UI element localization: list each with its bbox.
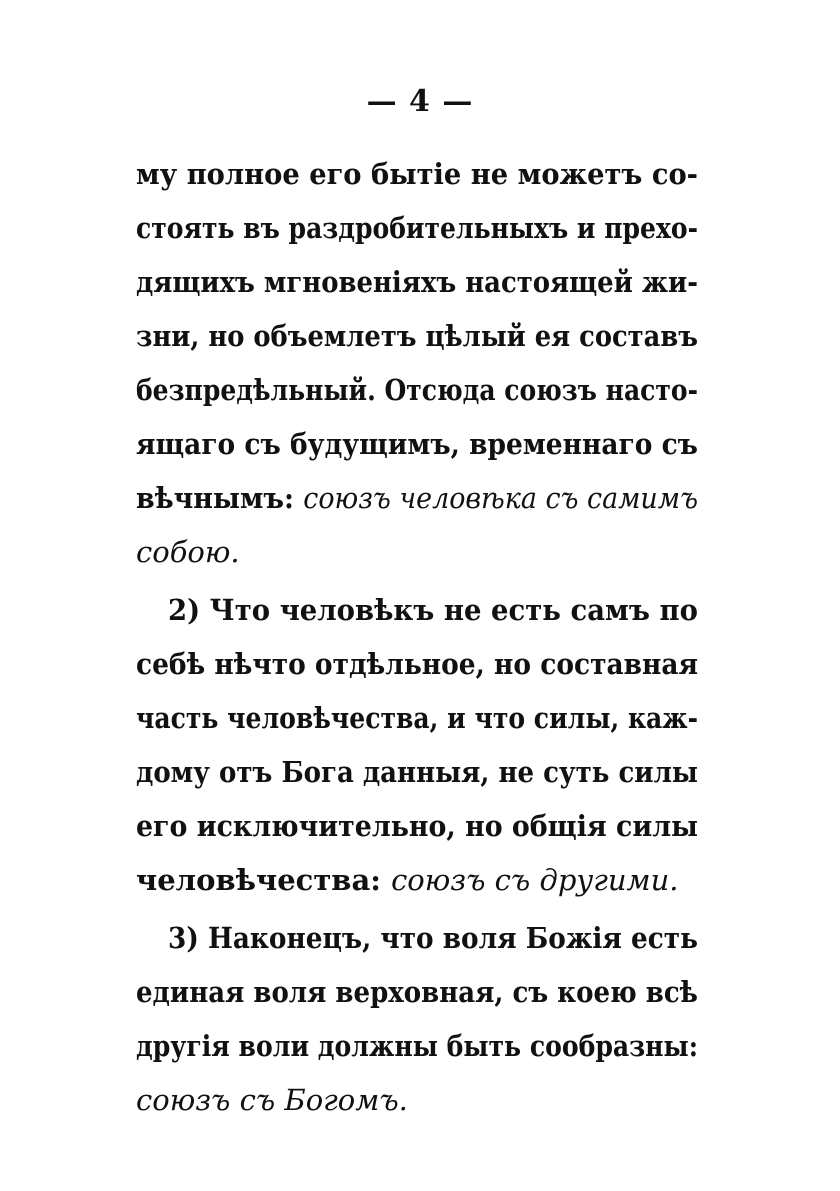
text-line: му полное его бытіе не можетъ со- [136, 157, 699, 191]
text-line: дящихъ мгновеніяхъ настоящей жи- [136, 265, 698, 299]
text-line: ящаго съ будущимъ, временнаго съ [136, 427, 698, 461]
text-line: часть человѣчества, и что силы, каж- [136, 701, 699, 735]
text-line: собою. [136, 535, 240, 569]
text-line: единая воля верховная, съ коею всѣ [136, 975, 698, 1009]
text-line: его исключительно, но общія силы [136, 809, 698, 843]
text-line: союзъ съ Богомъ. [136, 1083, 408, 1117]
text-line: дому отъ Бога данныя, не суть силы [136, 755, 698, 789]
text-line: 2) Что человѣкъ не есть самъ по [168, 593, 698, 627]
text-line: человѣчества: союзъ съ другими. [136, 863, 679, 897]
text-line: стоять въ раздробительныхъ и прехо- [136, 211, 699, 245]
text-line: вѣчнымъ: союзъ человѣка съ самимъ [136, 481, 699, 515]
page-number: — 4 — [366, 84, 474, 119]
text-line: 3) Наконецъ, что воля Божія есть [168, 921, 698, 955]
text-line: зни, но объемлетъ цѣлый ея составъ [136, 319, 699, 353]
text-line: себѣ нѣчто отдѣльное, но составная [136, 647, 699, 681]
text-line: безпредѣльный. Отсюда союзъ насто- [136, 373, 698, 407]
text-line: другія воли должны быть сообразны: [136, 1029, 698, 1063]
